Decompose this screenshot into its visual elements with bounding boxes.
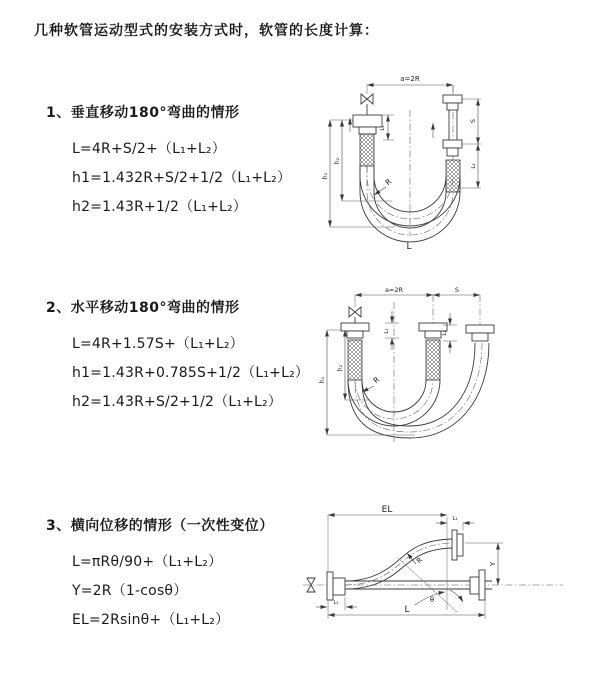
formula-line: L=πRθ/90+（L₁+L₂）: [72, 554, 223, 570]
left-flange: [327, 572, 345, 600]
section-2: [46, 297, 309, 417]
section-2-formulas: [46, 330, 309, 417]
formula-line: L=4R+S/2+（L₁+L₂）: [72, 141, 226, 157]
dim-label-h1: h₁: [319, 376, 326, 384]
dim-label-h2: h₂: [334, 157, 341, 165]
formula-line: h1=1.43R+0.785S+1/2（L₁+L₂）: [72, 365, 310, 381]
dim-label-s: S: [454, 286, 460, 294]
section-3-formulas: [46, 548, 274, 635]
hose-curves: [348, 343, 489, 438]
radius-label: R: [415, 556, 425, 566]
dim-label-a2r: a=2R: [400, 75, 420, 83]
dim-label-y: Y: [489, 561, 497, 567]
dim-label-el: EL: [381, 505, 393, 515]
formula-line: h2=1.43R+1/2（L₁+L₂）: [72, 199, 248, 215]
length-label: L: [406, 242, 412, 252]
angle-label: θ: [429, 596, 435, 604]
section-2-heading: 2、水平移动180°弯曲的情形: [46, 300, 240, 316]
braided-hose-section: [426, 340, 440, 380]
s-curve-hose-displaced: [345, 539, 452, 589]
valve-icon: [361, 94, 373, 104]
left-pipe-fitting: [353, 94, 382, 166]
braided-hose-section: [360, 134, 374, 166]
right-flange-displaced: [452, 530, 463, 560]
dim-label-l1: L₁: [380, 125, 386, 131]
diagram-horizontal-180-bend: [300, 280, 600, 465]
braided-hose-section: [446, 160, 460, 192]
valve-icon: [349, 307, 361, 317]
section-1-heading: 1、垂直移动180°弯曲的情形: [46, 105, 240, 121]
dim-label-a2r: a=2R: [384, 286, 404, 294]
dim-label-s: S: [469, 118, 477, 124]
page-title: 几种软管运动型式的安装方式时，软管的长度计算：: [34, 23, 379, 39]
formula-line: EL=2Rsinθ+（L₁+L₂）: [72, 612, 230, 628]
diagram-lateral-displacement: [295, 498, 600, 653]
dim-label-l2: L₂: [442, 330, 448, 336]
braided-hose-section: [348, 340, 362, 380]
dim-label-l: L: [404, 605, 410, 615]
radius-label: R: [371, 374, 382, 386]
dim-label-l1-top: L₁: [452, 516, 458, 522]
dim-label-l1: L₁: [384, 328, 390, 334]
dimension-lines: [319, 286, 480, 435]
dim-label-l1-bottom: L₁: [333, 600, 339, 606]
formula-line: h2=1.43R+S/2+1/2（L₁+L₂）: [72, 394, 283, 410]
formula-line: L=4R+1.57S+（L₁+L₂）: [72, 336, 244, 352]
right-pipe-fitting: [466, 325, 494, 341]
radius-label: R: [383, 176, 394, 188]
dim-label-h2: h₂: [337, 364, 344, 372]
section-1-formulas: [46, 135, 291, 222]
formula-line: h1=1.432R+S/2+1/2（L₁+L₂）: [72, 170, 292, 186]
dim-label-l2: L₂: [471, 163, 477, 169]
section-3: [46, 515, 274, 635]
section-1: [46, 102, 291, 222]
formula-line: Y=2R（1-cosθ）: [72, 583, 188, 599]
diagram-vertical-180-bend: [300, 68, 600, 268]
hose-curves: [360, 166, 460, 242]
section-3-heading: 3、横向位移的情形（一次性变位）: [46, 518, 274, 534]
right-pipe-fitting: [443, 95, 462, 192]
dim-label-h1: h₁: [322, 172, 329, 180]
